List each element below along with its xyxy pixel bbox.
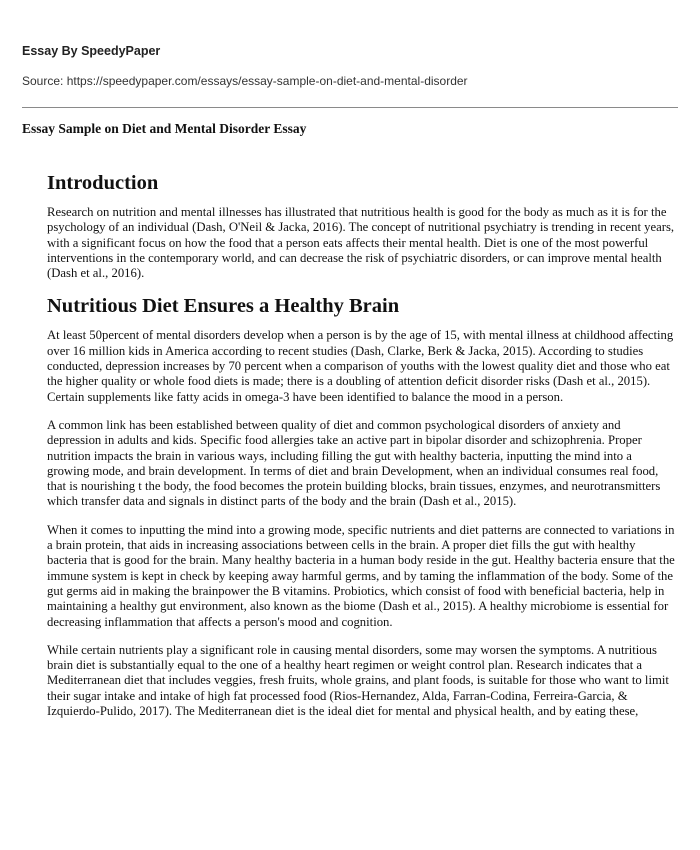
paragraph: A common link has been established between quality of diet and common psychological disorders of anxiety and depression in adults and kids. Specific food allergies take an active part in bipolar disorder and schizophrenia. Proper nutrition impacts the brain in various ways, including filling the gut with healthy bacteria, inputting the mind into a growing mode, and brain development. In terms of diet and brain Development, when an individual consumes real food, that is nourishing t the body, the food becomes the protein building blocks, brain tissues, enzymes, and neurotransmitters which transfer data and signals in distinct parts of the body and the brain (Dash et al., 2015). (47, 417, 661, 509)
essay-title: Essay Sample on Diet and Mental Disorder Essay (22, 121, 307, 136)
section-heading-nutritious-diet: Nutritious Diet Ensures a Healthy Brain (47, 295, 400, 318)
essay-body (47, 171, 675, 732)
paragraph: Research on nutrition and mental illnesses has illustrated that nutritious health is good for the body as much as it is for the psychology of an individual (Dash, O'Neil & Jacka, 2016). The concept of nutritional psychiatry is trending in recent years, with a significant focus on how the food that a person eats affects their mental health. Diet is one of the most powerful interventions in the contemporary world, and can decrease the risk of psychiatric disorders, or can improve mental health (Dash et al., 2016). (47, 205, 675, 281)
brand-label: Essay By SpeedyPaper (22, 44, 161, 58)
header-divider (22, 107, 678, 108)
section-heading-introduction: Introduction (47, 172, 159, 194)
source-line: Source: https://speedypaper.com/essays/essay-sample-on-diet-and-mental-disorder (22, 74, 468, 88)
paragraph: While certain nutrients play a significant role in causing mental disorders, some may worsen the symptoms. A nutritious brain diet is substantially equal to the one of a healthy heart regimen or weight control plan. Research indicates that a Mediterranean diet that includes veggies, fresh fruits, whole grains, and plant foods, is suitable for those who want to limit their sugar intake and intake of high fat processed food (Rios-Hernandez, Alda, Farran-Codina, Ferreira-Garcia, & Izquierdo-Pulido, 2017). The Mediterranean diet is the ideal diet for mental and physical health, and by eating these, (47, 642, 669, 719)
paragraph: At least 50percent of mental disorders develop when a person is by the age of 15, with mental illness at childhood affecting over 16 million kids in America according to recent studies (Dash, Clarke, Berk & Jacka, 2015). According to studies conducted, depression increases by 70 percent when a comparison of youths with the lowest quality diet and those who eat the higher quality or whole food diets is made; there is a doubling of attention deficit disorder risks (Dash et al., 2015). Certain supplements like fatty acids in omega-3 have been identified to balance the mood in a person. (47, 328, 674, 404)
paragraph: When it comes to inputting the mind into a growing mode, specific nutrients and diet patterns are connected to variations in a brain protein, that aids in increasing associations between cells in the brain. A proper diet fills the gut with healthy bacteria that is good for the brain. Many healthy bacteria in a human body reside in the gut. Healthy bacteria ensure that the immune system is kept in check by keeping away harmful germs, and by taming the inflammation of the body. Some of the gut germs aid in making the brainpower the B vitamins. Probiotics, which consist of food with beneficial bacteria, help in maintaining a healthy gut environment, also known as the biome (Dash et al., 2015). A healthy microbiome is essential for decreasing inflammation that affects a person's mood and cognition. (47, 522, 675, 629)
